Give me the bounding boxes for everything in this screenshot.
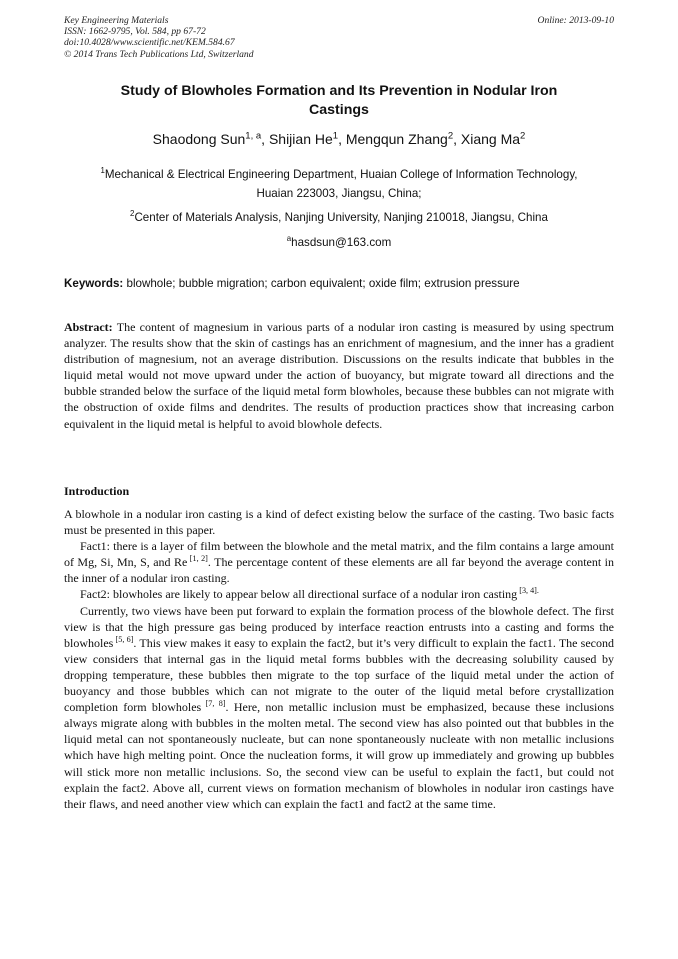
citation-1-2: [1, 2] [187,554,208,564]
introduction-body [64,506,614,812]
journal-meta [64,15,254,60]
email-mark: a [286,234,292,244]
intro-paragraph-fact1 [64,538,614,586]
views-text-a: Currently, two views have been put forward to explain the formation process of the blowhole defect. The first view is that the high pressure gas being produced by interface reaction entrusts into a casting and forms the blowholes [64,603,614,650]
abstract-text: The content of magnesium in various parts of a nodular iron casting is measured by using spectrum analyzer. The results show that the skin of castings has an enrichment of magnesium, and the inner has a gradient distribution of magnesium, not an average distribution. Discussions on the results indicate that bubbles in the liquid metal would not move upward under the action of buoyancy, but migrate toward all directions and the bubble stranded below the surface of the liquid metal form blowholes, because these bubbles can not migrate with the obstruction of oxide films and dendrites. The results of production practices show that increasing carbon equivalent in the liquid metal is helpful to avoid blowhole defects. [64,320,614,431]
author-4-affil: 2 [520,130,526,142]
online-date: Online: 2013-09-10 [537,15,614,26]
corresponding-email [64,234,614,253]
fact2-text: Fact2: blowholes are likely to appear below all directional surface of a nodular iron casting [80,587,518,602]
fact1-text-a: Fact1: there is a layer of film between the blowhole and the metal matrix, and the film contains a large amount of Mg, Si, Mn, S, and Re [64,539,614,570]
author-3: , Mengqun Zhang [338,131,448,147]
author-2: , Shijian He [261,131,333,147]
affiliation-2-text: Center of Materials Analysis, Nanjing University, Nanjing 210018, Jiangsu, China [134,211,548,224]
abstract-label: Abstract: [64,320,113,334]
intro-paragraph-1: A blowhole in a nodular iron casting is a kind of defect existing below the surface of the casting. Two basic facts must be presented in this paper. [64,507,614,538]
affiliation-1 [64,166,614,203]
author-1: Shaodong Sun [152,131,246,147]
affiliation-2 [64,209,614,228]
intro-paragraph-views [64,603,614,812]
fact1-text-b: . The percentage content of these elements are all far beyond the average content in the inner of a nodular iron casting. [64,555,614,586]
keywords-label: Keywords: [64,277,124,290]
affiliation-1-line-1: Mechanical & Electrical Engineering Department, Huaian College of Information Technology, [104,168,578,181]
keywords-text: blowhole; bubble migration; carbon equivalent; oxide film; extrusion pressure [123,277,520,290]
journal-doi: doi:10.4028/www.scientific.net/KEM.584.67 [64,37,235,49]
keywords [64,276,614,292]
section-heading-introduction: Introduction [64,484,130,498]
abstract [64,319,614,432]
citation-7-8: [7, 8] [201,699,226,709]
title-line-1: Study of Blowholes Formation and Its Prevention in Nodular Iron [120,83,558,99]
email-address: hasdsun@163.com [291,236,392,249]
journal-name: Key Engineering Materials [64,15,169,26]
affiliation-1-mark: 1 [100,166,105,176]
title-line-2: Castings [309,101,369,118]
paper-title [64,82,614,119]
citation-3-4: [3, 4]. [517,586,539,596]
affiliation-1-line-2: Huaian 223003, Jiangsu, China; [256,186,422,200]
author-3-affil: 2 [447,130,454,142]
journal-issn: ISSN: 1662-9795, Vol. 584, pp 67-72 [64,26,206,38]
citation-5-6: [5, 6] [113,634,134,644]
author-1-affil: 1, a [245,130,262,142]
intro-paragraph-fact2 [64,586,614,602]
affiliation-2-mark: 2 [130,209,135,219]
views-text-b: . This view makes it easy to explain the fact2, but it’s very difficult to explain the fact1. The second view considers that internal gas in the liquid metal forms bubbles with the decreasing solubility caused by dropping temperature, these bubbles then migrate to the top surface of the liquid metal under the action of buoyancy and those bubbles which can not migrate to the outer of the liquid metal before crystallization completion form blowholes [64,635,614,715]
author-2-affil: 1 [332,130,339,142]
author-list [64,130,614,148]
journal-copyright: © 2014 Trans Tech Publications Ltd, Switzerland [64,48,254,60]
author-4: , Xiang Ma [453,131,521,147]
views-text-c: . Here, non metallic inclusion must be emphasized, because these inclusions always migrate along with bubbles in the molten metal. The second view has also pointed out that bubbles in the liquid metal can not spontaneously nucleate, but can none spontaneously nucleate with non metallic inclusions which have high melting point. Once the nucleation forms, it will grow up immediately and growing up bubbles will stick more non metallic inclusions. So, the second view can be useful to explain the fact1, but could not explain the fact2. Above all, current views on formation mechanism of blowholes in nodular iron castings have their flaws, and need another view which can explain the fact1 and fact2 at the same time. [64,700,614,811]
